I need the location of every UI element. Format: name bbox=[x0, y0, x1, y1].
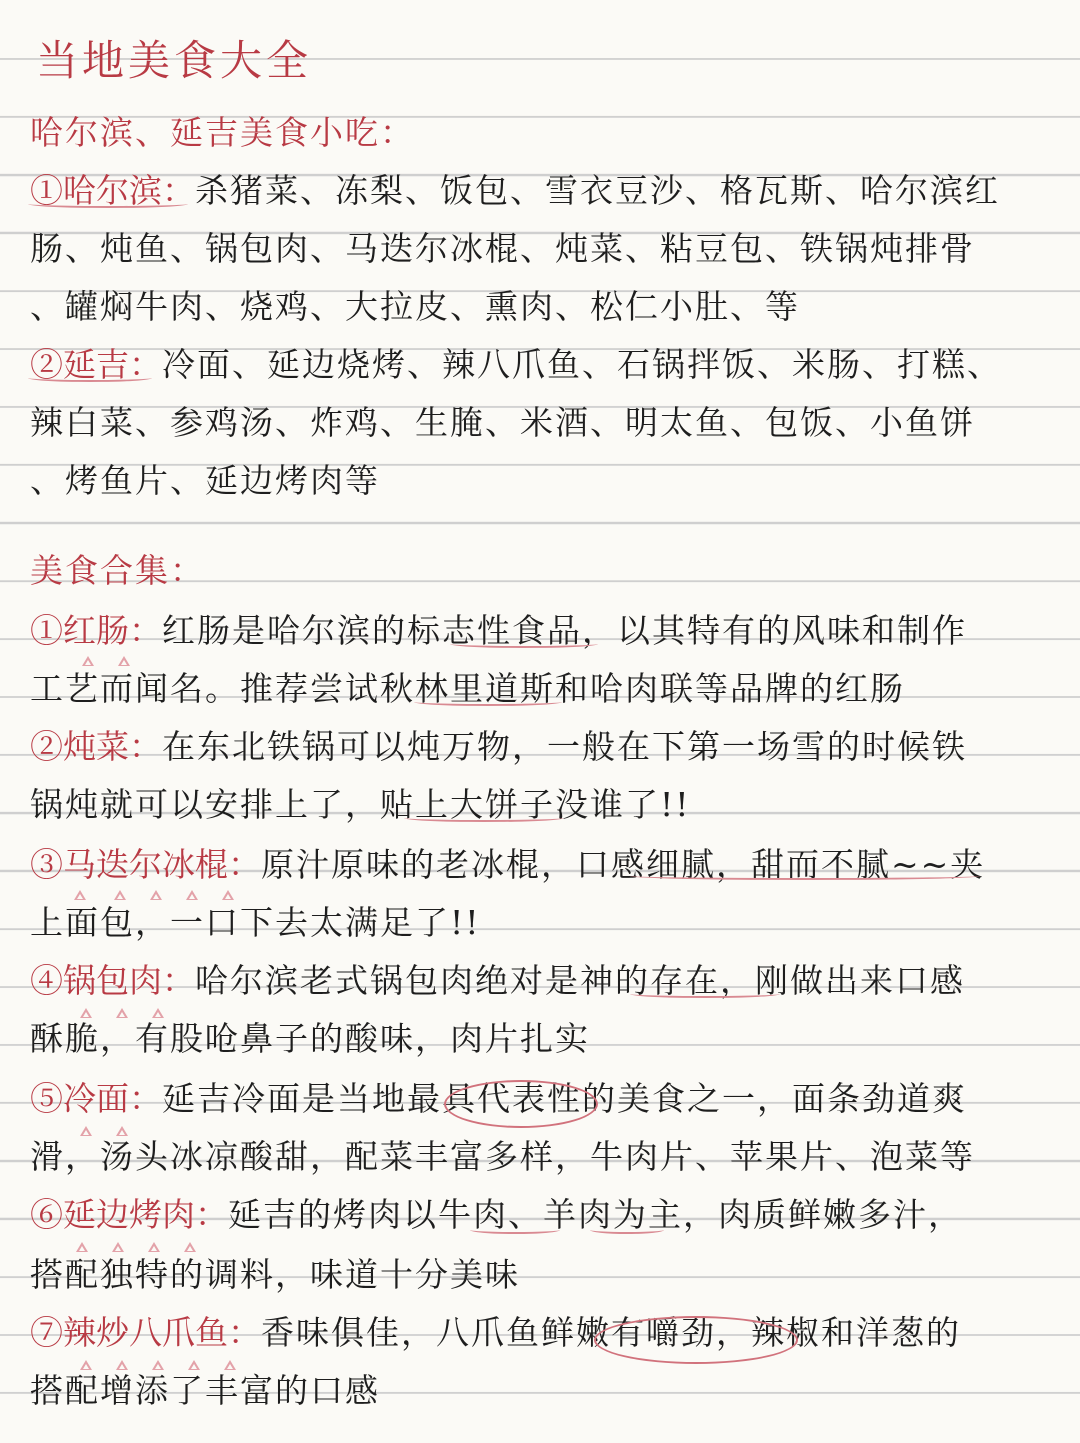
item-text: 延吉的烤肉以牛肉、羊肉为主，肉质鲜嫩多汁， bbox=[228, 1195, 963, 1234]
emphasis-mark bbox=[152, 1008, 164, 1018]
highlight-circle bbox=[444, 1080, 598, 1128]
item-text: 红肠是哈尔滨的标志性食品，以其特有的风味和制作 bbox=[162, 611, 967, 650]
food-item-spicy-octopus bbox=[30, 1310, 1060, 1356]
section-heading-snacks: 哈尔滨、延吉美食小吃： bbox=[30, 113, 415, 152]
item-text: 延吉冷面是当地最具代表性的美食之一，面条劲道爽 bbox=[162, 1079, 967, 1118]
food-item-stew bbox=[30, 724, 1060, 770]
food-item-spicy-octopus-cont bbox=[30, 1368, 1060, 1414]
emphasis-mark bbox=[186, 890, 198, 900]
harbin-text-3: 、罐焖牛肉、烧鸡、大拉皮、熏肉、松仁小肚、等 bbox=[30, 287, 800, 326]
harbin-label: ①哈尔滨： bbox=[30, 171, 195, 210]
emphasis-mark bbox=[222, 890, 234, 900]
item-label: ①红肠： bbox=[30, 611, 162, 650]
food-item-stew-cont bbox=[30, 782, 1060, 828]
item-text: 原汁原味的老冰棍，口感细腻，甜而不腻~~夹 bbox=[261, 845, 986, 884]
page-title: 当地美食大全 bbox=[36, 36, 313, 85]
item-label: ⑦辣炒八爪鱼： bbox=[30, 1313, 261, 1352]
item-label: ③马迭尔冰棍： bbox=[30, 845, 261, 884]
emphasis-mark bbox=[74, 890, 86, 900]
harbin-text-2: 肠、炖鱼、锅包肉、马迭尔冰棍、炖菜、粘豆包、铁锅炖排骨 bbox=[30, 229, 975, 268]
yanji-entry-line-3 bbox=[30, 458, 1060, 504]
emphasis-mark bbox=[148, 1242, 160, 1252]
emphasis-mark bbox=[116, 1008, 128, 1018]
emphasis-mark bbox=[116, 1360, 128, 1370]
highlight-underline bbox=[450, 640, 598, 648]
food-item-yanbian-bbq-cont bbox=[30, 1252, 1060, 1298]
highlight-underline bbox=[590, 1226, 664, 1234]
item-text: 在东北铁锅可以炖万物，一般在下第一场雪的时候铁 bbox=[162, 727, 967, 766]
item-text: 酥脆，有股呛鼻子的酸味，肉片扎实 bbox=[30, 1019, 590, 1058]
emphasis-mark bbox=[112, 1242, 124, 1252]
yanji-text-3: 、烤鱼片、延边烤肉等 bbox=[30, 461, 380, 500]
harbin-entry-line-3 bbox=[30, 284, 1060, 330]
highlight-underline bbox=[414, 698, 562, 706]
highlight-underline bbox=[630, 872, 980, 880]
item-text: 搭配独特的调料，味道十分美味 bbox=[30, 1255, 520, 1294]
emphasis-mark bbox=[80, 1360, 92, 1370]
emphasis-mark bbox=[152, 1360, 164, 1370]
item-text: 搭配增添了丰富的口感 bbox=[30, 1371, 380, 1410]
harbin-entry-line-1 bbox=[30, 168, 1060, 214]
item-label: ②炖菜： bbox=[30, 727, 162, 766]
emphasis-mark bbox=[80, 1008, 92, 1018]
food-item-modern-popsicle bbox=[30, 842, 1060, 888]
yanji-entry-line-2 bbox=[30, 400, 1060, 446]
item-text: 上面包，一口下去太满足了!! bbox=[30, 903, 481, 942]
yanji-text-1: 冷面、延边烧烤、辣八爪鱼、石锅拌饭、米肠、打糕、 bbox=[162, 345, 1002, 384]
emphasis-mark bbox=[116, 1126, 128, 1136]
section-heading-collection: 美食合集： bbox=[30, 551, 205, 590]
highlight-underline bbox=[404, 814, 564, 822]
item-text: 锅炖就可以安排上了，贴上大饼子没谁了!! bbox=[30, 785, 691, 824]
food-item-guobaorou bbox=[30, 958, 1060, 1004]
emphasis-mark bbox=[80, 1126, 92, 1136]
yanji-text-2: 辣白菜、参鸡汤、炸鸡、生腌、米酒、明太鱼、包饭、小鱼饼 bbox=[30, 403, 975, 442]
emphasis-mark bbox=[76, 1242, 88, 1252]
food-item-red-sausage-cont bbox=[30, 666, 1060, 712]
yanji-entry-line-1 bbox=[30, 342, 1060, 388]
yanji-label: ②延吉： bbox=[30, 345, 162, 384]
label-underline bbox=[28, 200, 188, 208]
harbin-entry-line-2 bbox=[30, 226, 1060, 272]
item-label: ⑥延边烤肉： bbox=[30, 1195, 228, 1234]
food-item-modern-popsicle-cont bbox=[30, 900, 1060, 946]
emphasis-mark bbox=[188, 1360, 200, 1370]
emphasis-mark bbox=[118, 656, 130, 666]
item-label: ⑤冷面： bbox=[30, 1079, 162, 1118]
harbin-text-1: 杀猪菜、冻梨、饭包、雪衣豆沙、格瓦斯、哈尔滨红 bbox=[195, 171, 1000, 210]
label-underline bbox=[28, 374, 152, 382]
food-item-cold-noodles-cont bbox=[30, 1134, 1060, 1180]
emphasis-mark bbox=[150, 890, 162, 900]
highlight-circle bbox=[594, 1316, 798, 1364]
highlight-underline bbox=[470, 1226, 560, 1234]
food-item-guobaorou-cont bbox=[30, 1016, 1060, 1062]
item-text: 哈尔滨老式锅包肉绝对是神的存在，刚做出来口感 bbox=[195, 961, 965, 1000]
emphasis-mark bbox=[224, 1360, 236, 1370]
emphasis-mark bbox=[184, 1242, 196, 1252]
item-label: ④锅包肉： bbox=[30, 961, 195, 1000]
emphasis-mark bbox=[114, 890, 126, 900]
item-text: 滑，汤头冰凉酸甜，配菜丰富多样，牛肉片、苹果片、泡菜等 bbox=[30, 1137, 975, 1176]
item-text: 工艺而闻名。推荐尝试秋林里道斯和哈肉联等品牌的红肠 bbox=[30, 669, 905, 708]
item-text: 香味俱佳，八爪鱼鲜嫩有嚼劲，辣椒和洋葱的 bbox=[261, 1313, 961, 1352]
emphasis-mark bbox=[82, 656, 94, 666]
highlight-underline bbox=[630, 990, 780, 998]
